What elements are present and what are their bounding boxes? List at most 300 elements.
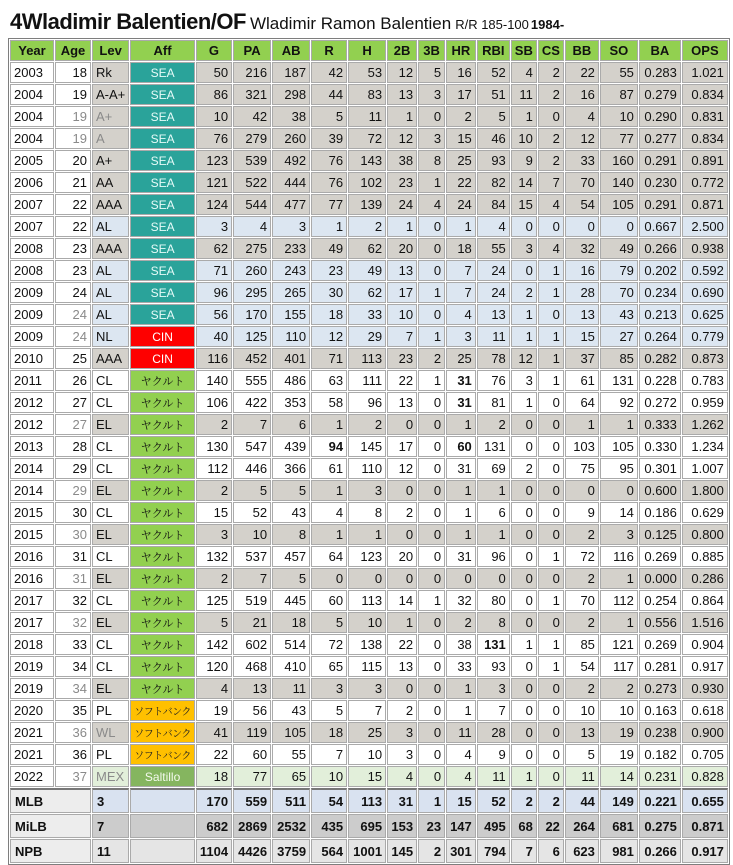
stat-cell: 2 bbox=[511, 282, 537, 303]
stat-cell: 4 bbox=[538, 194, 564, 215]
stat-cell: 444 bbox=[272, 172, 310, 193]
season-row bbox=[10, 260, 728, 281]
year-cell: 2007 bbox=[10, 194, 54, 215]
stat-cell: 22 bbox=[196, 744, 232, 765]
stat-cell: 147 bbox=[446, 814, 476, 838]
stat-cell: 43 bbox=[272, 700, 310, 721]
stat-cell: 0.202 bbox=[639, 260, 681, 281]
level-cell: CL bbox=[92, 436, 129, 457]
col-header-pa: PA bbox=[233, 40, 271, 61]
year-cell: 2016 bbox=[10, 546, 54, 567]
total-seasons-count: 7 bbox=[92, 814, 129, 838]
stat-cell: 69 bbox=[477, 458, 510, 479]
year-cell: 2021 bbox=[10, 744, 54, 765]
stat-cell: 115 bbox=[348, 656, 386, 677]
age-cell: 22 bbox=[55, 216, 91, 237]
total-row-mlb bbox=[10, 788, 728, 813]
stat-cell: 31 bbox=[446, 546, 476, 567]
stat-cell: 0 bbox=[511, 568, 537, 589]
year-cell: 2005 bbox=[10, 150, 54, 171]
stat-cell: 76 bbox=[311, 172, 347, 193]
stat-cell: 602 bbox=[233, 634, 271, 655]
year-cell: 2015 bbox=[10, 502, 54, 523]
stat-cell: 23 bbox=[418, 814, 445, 838]
stat-cell: 13 bbox=[565, 722, 599, 743]
stat-cell: 123 bbox=[348, 546, 386, 567]
stat-cell: 0 bbox=[538, 722, 564, 743]
stat-cell: 8 bbox=[418, 150, 445, 171]
stat-cell: 2 bbox=[196, 568, 232, 589]
affiliation-cell: SEA bbox=[130, 106, 195, 127]
stat-cell: 0 bbox=[418, 568, 445, 589]
stat-cell: 112 bbox=[196, 458, 232, 479]
affiliation-cell: ソフトバンク bbox=[130, 722, 195, 743]
stat-cell: 2 bbox=[418, 839, 445, 863]
stat-cell: 0.871 bbox=[682, 814, 728, 838]
stat-cell: 3 bbox=[348, 678, 386, 699]
level-cell: AL bbox=[92, 216, 129, 237]
stat-cell: 11 bbox=[477, 326, 510, 347]
stat-cell: 77 bbox=[233, 766, 271, 787]
stat-cell: 18 bbox=[272, 612, 310, 633]
player-full-name: Wladimir Ramon Balentien bbox=[249, 14, 452, 33]
stat-cell: 82 bbox=[477, 172, 510, 193]
stat-cell: 22 bbox=[387, 634, 417, 655]
stat-cell: 15 bbox=[565, 326, 599, 347]
stat-cell: 0.213 bbox=[639, 304, 681, 325]
total-affiliation-empty bbox=[130, 839, 195, 863]
stat-cell: 0 bbox=[538, 480, 564, 501]
stat-cell: 0.186 bbox=[639, 502, 681, 523]
stat-cell: 0 bbox=[418, 634, 445, 655]
stat-cell: 0.291 bbox=[639, 150, 681, 171]
stat-cell: 12 bbox=[387, 458, 417, 479]
season-row bbox=[10, 282, 728, 303]
stat-cell: 0.163 bbox=[639, 700, 681, 721]
year-cell: 2008 bbox=[10, 260, 54, 281]
stat-cell: 445 bbox=[272, 590, 310, 611]
level-cell: CL bbox=[92, 634, 129, 655]
stat-cell: 140 bbox=[600, 172, 638, 193]
stat-cell: 19 bbox=[600, 722, 638, 743]
stat-cell: 155 bbox=[272, 304, 310, 325]
age-cell: 28 bbox=[55, 436, 91, 457]
stat-cell: 125 bbox=[196, 590, 232, 611]
stat-cell: 1 bbox=[311, 480, 347, 501]
stat-cell: 0 bbox=[538, 744, 564, 765]
stat-cell: 0.917 bbox=[682, 839, 728, 863]
stat-cell: 0.625 bbox=[682, 304, 728, 325]
stat-cell: 187 bbox=[272, 62, 310, 83]
stat-cell: 1 bbox=[511, 766, 537, 787]
stat-cell: 0 bbox=[538, 612, 564, 633]
stat-cell: 0 bbox=[538, 304, 564, 325]
stat-cell: 4 bbox=[446, 766, 476, 787]
stat-cell: 353 bbox=[272, 392, 310, 413]
stat-cell: 1 bbox=[348, 524, 386, 545]
stat-cell: 1 bbox=[511, 326, 537, 347]
stat-cell: 0 bbox=[511, 216, 537, 237]
level-cell: MEX bbox=[92, 766, 129, 787]
stat-cell: 44 bbox=[311, 84, 347, 105]
col-header-age: Age bbox=[55, 40, 91, 61]
stat-cell: 1 bbox=[387, 612, 417, 633]
stat-cell: 29 bbox=[348, 326, 386, 347]
stat-cell: 0 bbox=[600, 480, 638, 501]
affiliation-cell: ヤクルト bbox=[130, 392, 195, 413]
stat-cell: 28 bbox=[565, 282, 599, 303]
year-cell: 2019 bbox=[10, 656, 54, 677]
stat-cell: 1 bbox=[511, 634, 537, 655]
stat-cell: 52 bbox=[233, 502, 271, 523]
stat-cell: 56 bbox=[233, 700, 271, 721]
season-row bbox=[10, 150, 728, 171]
level-cell: PL bbox=[92, 744, 129, 765]
age-cell: 24 bbox=[55, 326, 91, 347]
affiliation-cell: ヤクルト bbox=[130, 414, 195, 435]
stat-cell: 13 bbox=[387, 656, 417, 677]
stat-cell: 113 bbox=[348, 590, 386, 611]
stat-cell: 3 bbox=[477, 678, 510, 699]
year-cell: 2009 bbox=[10, 282, 54, 303]
col-header-bb: BB bbox=[565, 40, 599, 61]
level-cell: PL bbox=[92, 700, 129, 721]
col-header-so: SO bbox=[600, 40, 638, 61]
stat-cell: 279 bbox=[233, 128, 271, 149]
stat-cell: 539 bbox=[233, 150, 271, 171]
stat-cell: 0 bbox=[511, 656, 537, 677]
col-header-ops: OPS bbox=[682, 40, 728, 61]
affiliation-cell: SEA bbox=[130, 128, 195, 149]
stat-cell: 2 bbox=[538, 84, 564, 105]
stat-cell: 76 bbox=[196, 128, 232, 149]
stat-cell: 4 bbox=[196, 678, 232, 699]
stat-cell: 105 bbox=[600, 436, 638, 457]
stat-cell: 5 bbox=[311, 106, 347, 127]
stat-cell: 12 bbox=[511, 348, 537, 369]
stat-cell: 44 bbox=[565, 788, 599, 813]
stat-cell: 96 bbox=[196, 282, 232, 303]
stat-cell: 11 bbox=[446, 722, 476, 743]
stat-cell: 7 bbox=[477, 700, 510, 721]
stat-cell: 0 bbox=[387, 568, 417, 589]
stat-cell: 0.000 bbox=[639, 568, 681, 589]
stat-cell: 0 bbox=[418, 612, 445, 633]
stat-cell: 0.783 bbox=[682, 370, 728, 391]
season-row bbox=[10, 62, 728, 83]
stat-cell: 75 bbox=[565, 458, 599, 479]
stat-cell: 4426 bbox=[233, 839, 271, 863]
col-header-3b: 3B bbox=[418, 40, 445, 61]
stat-cell: 522 bbox=[233, 172, 271, 193]
stat-cell: 85 bbox=[565, 634, 599, 655]
stat-cell: 12 bbox=[565, 128, 599, 149]
stat-cell: 125 bbox=[233, 326, 271, 347]
year-cell: 2015 bbox=[10, 524, 54, 545]
stat-cell: 0.705 bbox=[682, 744, 728, 765]
stat-cell: 160 bbox=[600, 150, 638, 171]
affiliation-cell: ヤクルト bbox=[130, 634, 195, 655]
stat-cell: 1.262 bbox=[682, 414, 728, 435]
stat-cell: 0 bbox=[311, 568, 347, 589]
stat-cell: 153 bbox=[387, 814, 417, 838]
stat-cell: 492 bbox=[272, 150, 310, 171]
stat-cell: 131 bbox=[477, 634, 510, 655]
level-cell: NL bbox=[92, 326, 129, 347]
stat-cell: 0.828 bbox=[682, 766, 728, 787]
affiliation-cell: SEA bbox=[130, 172, 195, 193]
level-cell: AAA bbox=[92, 194, 129, 215]
stat-cell: 0.959 bbox=[682, 392, 728, 413]
stat-cell: 9 bbox=[477, 744, 510, 765]
stat-cell: 1 bbox=[538, 282, 564, 303]
stat-cell: 2 bbox=[565, 612, 599, 633]
stat-cell: 15 bbox=[446, 788, 476, 813]
affiliation-cell: ヤクルト bbox=[130, 436, 195, 457]
age-cell: 32 bbox=[55, 590, 91, 611]
stat-cell: 23 bbox=[311, 260, 347, 281]
stat-cell: 260 bbox=[233, 260, 271, 281]
stat-cell: 3 bbox=[418, 84, 445, 105]
stat-cell: 0 bbox=[446, 568, 476, 589]
stat-cell: 410 bbox=[272, 656, 310, 677]
stat-cell: 2.500 bbox=[682, 216, 728, 237]
stat-cell: 0.556 bbox=[639, 612, 681, 633]
age-cell: 30 bbox=[55, 524, 91, 545]
stat-cell: 10 bbox=[387, 304, 417, 325]
col-header-sb: SB bbox=[511, 40, 537, 61]
stat-cell: 42 bbox=[311, 62, 347, 83]
stat-cell: 0 bbox=[511, 414, 537, 435]
season-row bbox=[10, 304, 728, 325]
age-cell: 22 bbox=[55, 194, 91, 215]
age-cell: 36 bbox=[55, 722, 91, 743]
stat-cell: 2 bbox=[196, 414, 232, 435]
stat-cell: 33 bbox=[446, 656, 476, 677]
total-label: MLB bbox=[10, 788, 91, 813]
stat-cell: 1 bbox=[418, 172, 445, 193]
stat-cell: 2 bbox=[565, 678, 599, 699]
stat-cell: 0 bbox=[418, 656, 445, 677]
affiliation-cell: SEA bbox=[130, 304, 195, 325]
stat-cell: 2 bbox=[600, 678, 638, 699]
stat-cell: 0.831 bbox=[682, 106, 728, 127]
stat-cell: 32 bbox=[565, 238, 599, 259]
stat-cell: 16 bbox=[565, 84, 599, 105]
stat-cell: 0 bbox=[538, 524, 564, 545]
stat-cell: 60 bbox=[233, 744, 271, 765]
stat-cell: 2 bbox=[538, 128, 564, 149]
stat-cell: 2 bbox=[565, 524, 599, 545]
stat-cell: 132 bbox=[196, 546, 232, 567]
stat-cell: 110 bbox=[272, 326, 310, 347]
stat-cell: 62 bbox=[348, 238, 386, 259]
stat-cell: 95 bbox=[600, 458, 638, 479]
season-row bbox=[10, 348, 728, 369]
stat-cell: 0 bbox=[477, 568, 510, 589]
stat-cell: 3 bbox=[311, 678, 347, 699]
stat-cell: 0.618 bbox=[682, 700, 728, 721]
stat-cell: 19 bbox=[600, 744, 638, 765]
stat-cell: 7 bbox=[446, 282, 476, 303]
stat-cell: 0.221 bbox=[639, 788, 681, 813]
affiliation-cell: SEA bbox=[130, 84, 195, 105]
stat-cell: 0.228 bbox=[639, 370, 681, 391]
col-header-ab: AB bbox=[272, 40, 310, 61]
stat-cell: 0.125 bbox=[639, 524, 681, 545]
stat-cell: 5 bbox=[311, 612, 347, 633]
stat-cell: 0.264 bbox=[639, 326, 681, 347]
stat-cell: 96 bbox=[348, 392, 386, 413]
year-cell: 2010 bbox=[10, 348, 54, 369]
level-cell: EL bbox=[92, 414, 129, 435]
stat-cell: 6 bbox=[477, 502, 510, 523]
stat-cell: 1 bbox=[477, 480, 510, 501]
stat-cell: 1 bbox=[538, 656, 564, 677]
stat-cell: 2 bbox=[446, 106, 476, 127]
stat-cell: 559 bbox=[233, 788, 271, 813]
stat-cell: 321 bbox=[233, 84, 271, 105]
stat-cell: 1 bbox=[538, 326, 564, 347]
stat-cell: 0 bbox=[418, 546, 445, 567]
stat-cell: 0 bbox=[418, 414, 445, 435]
stat-cell: 1 bbox=[600, 612, 638, 633]
stat-cell: 3 bbox=[511, 370, 537, 391]
stat-cell: 0.269 bbox=[639, 546, 681, 567]
stat-cell: 111 bbox=[348, 370, 386, 391]
stats-table bbox=[8, 38, 730, 865]
level-cell: A+ bbox=[92, 150, 129, 171]
stat-cell: 0.269 bbox=[639, 634, 681, 655]
stat-cell: 0.272 bbox=[639, 392, 681, 413]
stat-cell: 63 bbox=[311, 370, 347, 391]
affiliation-cell: ヤクルト bbox=[130, 546, 195, 567]
level-cell: CL bbox=[92, 458, 129, 479]
stat-cell: 0 bbox=[418, 304, 445, 325]
year-cell: 2012 bbox=[10, 414, 54, 435]
year-cell: 2006 bbox=[10, 172, 54, 193]
age-cell: 18 bbox=[55, 62, 91, 83]
year-cell: 2021 bbox=[10, 722, 54, 743]
season-row bbox=[10, 590, 728, 611]
col-header-r: R bbox=[311, 40, 347, 61]
stat-cell: 15 bbox=[511, 194, 537, 215]
season-row bbox=[10, 106, 728, 127]
stat-cell: 5 bbox=[196, 612, 232, 633]
stat-cell: 10 bbox=[565, 700, 599, 721]
stat-cell: 1 bbox=[565, 414, 599, 435]
table-body bbox=[10, 62, 728, 863]
stat-cell: 13 bbox=[477, 304, 510, 325]
stat-cell: 96 bbox=[477, 546, 510, 567]
stat-cell: 61 bbox=[565, 370, 599, 391]
stat-cell: 123 bbox=[196, 150, 232, 171]
stat-cell: 10 bbox=[511, 128, 537, 149]
stat-cell: 1 bbox=[446, 480, 476, 501]
stat-cell: 1 bbox=[311, 414, 347, 435]
stat-cell: 8 bbox=[272, 524, 310, 545]
stat-cell: 25 bbox=[446, 348, 476, 369]
affiliation-cell: CIN bbox=[130, 348, 195, 369]
year-cell: 2004 bbox=[10, 106, 54, 127]
stat-cell: 511 bbox=[272, 788, 310, 813]
level-cell: CL bbox=[92, 502, 129, 523]
stat-cell: 68 bbox=[511, 814, 537, 838]
stat-cell: 0 bbox=[538, 502, 564, 523]
stat-cell: 1 bbox=[418, 326, 445, 347]
col-header-hr: HR bbox=[446, 40, 476, 61]
stat-cell: 83 bbox=[348, 84, 386, 105]
stat-cell: 5 bbox=[565, 744, 599, 765]
level-cell: CL bbox=[92, 656, 129, 677]
total-affiliation-empty bbox=[130, 788, 195, 813]
stat-cell: 31 bbox=[446, 458, 476, 479]
year-cell: 2012 bbox=[10, 392, 54, 413]
stat-cell: 28 bbox=[477, 722, 510, 743]
stat-cell: 0.930 bbox=[682, 678, 728, 699]
stat-cell: 93 bbox=[477, 150, 510, 171]
stat-cell: 1 bbox=[387, 106, 417, 127]
stat-cell: 9 bbox=[511, 150, 537, 171]
col-header-rbi: RBI bbox=[477, 40, 510, 61]
stat-cell: 130 bbox=[196, 436, 232, 457]
stat-cell: 0 bbox=[511, 590, 537, 611]
stat-cell: 1 bbox=[538, 370, 564, 391]
season-row bbox=[10, 128, 728, 149]
stat-cell: 0 bbox=[600, 216, 638, 237]
stat-cell: 64 bbox=[311, 546, 347, 567]
stat-cell: 264 bbox=[565, 814, 599, 838]
stat-cell: 0.900 bbox=[682, 722, 728, 743]
stat-cell: 2 bbox=[348, 414, 386, 435]
stat-cell: 0 bbox=[418, 502, 445, 523]
stat-cell: 1 bbox=[600, 568, 638, 589]
stat-cell: 38 bbox=[387, 150, 417, 171]
age-cell: 34 bbox=[55, 656, 91, 677]
stat-cell: 452 bbox=[233, 348, 271, 369]
stat-cell: 112 bbox=[600, 590, 638, 611]
stat-cell: 0 bbox=[511, 722, 537, 743]
stat-cell: 40 bbox=[196, 326, 232, 347]
stat-cell: 366 bbox=[272, 458, 310, 479]
stat-cell: 72 bbox=[565, 546, 599, 567]
stat-cell: 275 bbox=[233, 238, 271, 259]
season-row bbox=[10, 612, 728, 633]
season-row bbox=[10, 678, 728, 699]
stat-cell: 71 bbox=[196, 260, 232, 281]
stat-cell: 468 bbox=[233, 656, 271, 677]
level-cell: CL bbox=[92, 392, 129, 413]
stat-cell: 4 bbox=[511, 62, 537, 83]
stat-cell: 1 bbox=[311, 524, 347, 545]
stat-cell: 0 bbox=[538, 106, 564, 127]
stat-cell: 0 bbox=[348, 568, 386, 589]
stat-cell: 0 bbox=[511, 744, 537, 765]
stat-cell: 102 bbox=[348, 172, 386, 193]
stat-cell: 52 bbox=[477, 62, 510, 83]
col-header-lev: Lev bbox=[92, 40, 129, 61]
affiliation-cell: ソフトバンク bbox=[130, 700, 195, 721]
stat-cell: 260 bbox=[272, 128, 310, 149]
stat-cell: 15 bbox=[446, 128, 476, 149]
stat-cell: 49 bbox=[311, 238, 347, 259]
stat-cell: 22 bbox=[565, 62, 599, 83]
stat-cell: 80 bbox=[477, 590, 510, 611]
stat-cell: 4 bbox=[387, 766, 417, 787]
col-header-year: Year bbox=[10, 40, 54, 61]
stat-cell: 0 bbox=[418, 392, 445, 413]
stat-cell: 3 bbox=[600, 524, 638, 545]
